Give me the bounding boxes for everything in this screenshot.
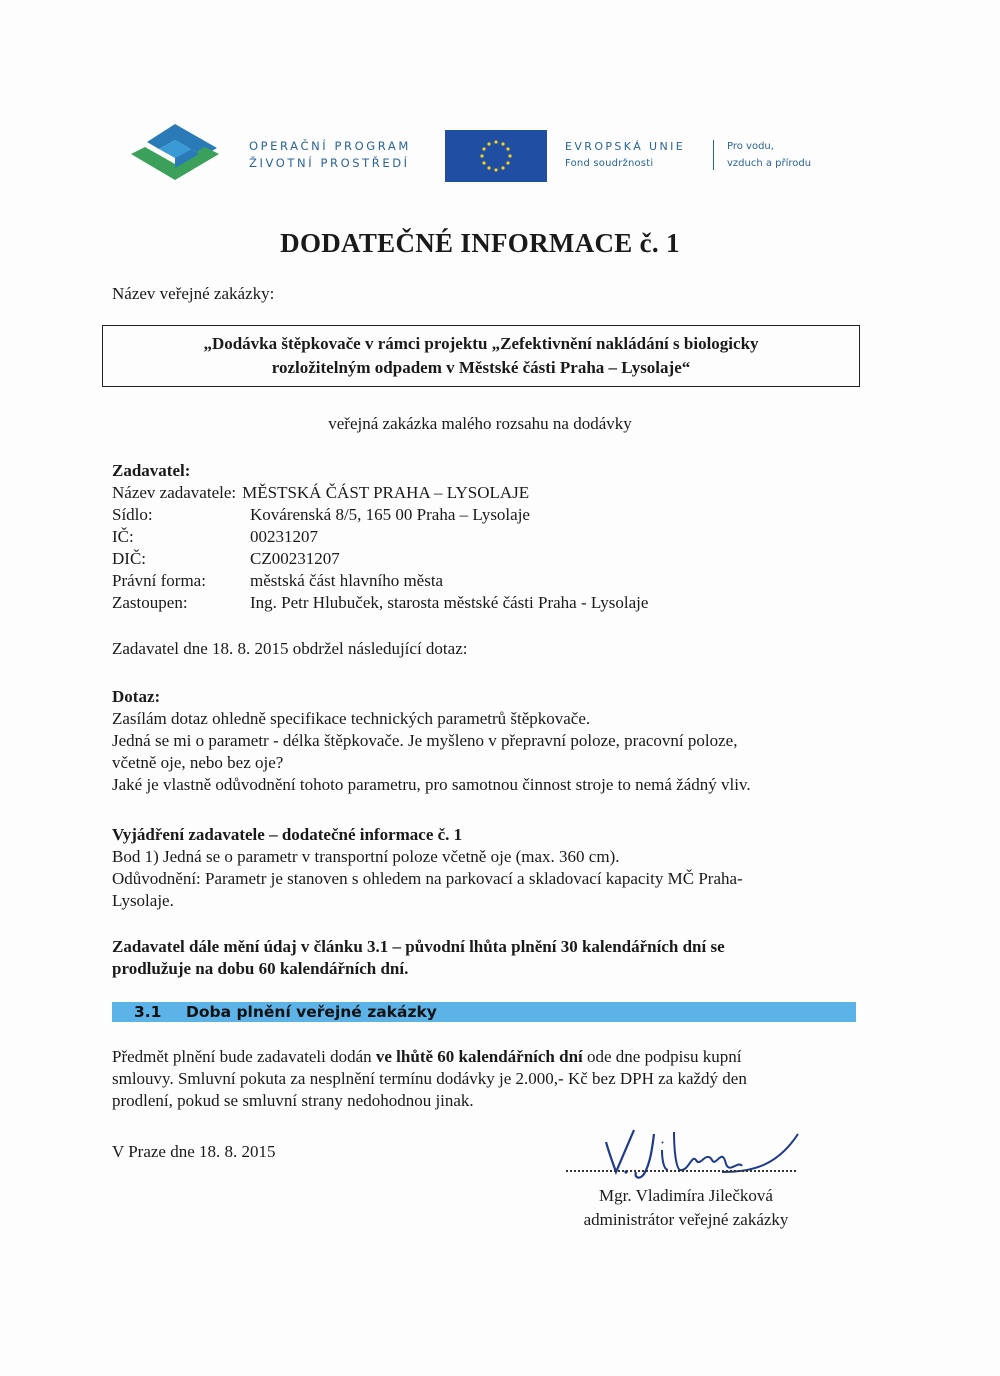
section-number: 3.1	[134, 1003, 162, 1021]
zadavatel-row: Název zadavatele: MĚSTSKÁ ČÁST PRAHA – LYSOLAJE	[112, 483, 530, 502]
dotaz-block	[112, 686, 872, 796]
section-title: Doba plnění veřejné zakázky	[186, 1003, 437, 1021]
vyjadreni-block	[112, 824, 872, 912]
received-note: Zadavatel dne 18. 8. 2015 obdržel následující dotaz:	[112, 639, 468, 658]
zadavatel-heading: Zadavatel:	[112, 461, 191, 480]
document-title: DODATEČNÉ INFORMACE č. 1	[280, 228, 680, 258]
opzp-title: OPERAČNÍ PROGRAM ŽIVOTNÍ PROSTŘEDÍ	[249, 139, 411, 170]
dotaz-line: Jedná se mi o parametr - délka štěpkovače. Je myšleno v přepravní poloze, pracovní poloze,	[112, 731, 738, 750]
contract-name-box	[102, 325, 860, 387]
zadavatel-row: Právní forma: městská část hlavního města	[112, 571, 444, 590]
header-divider	[713, 140, 714, 170]
signer-name: Mgr. Vladimíra Jilečková	[599, 1186, 773, 1205]
signer-block	[566, 1184, 806, 1232]
header-motto: Pro vodu, vzduch a přírodu	[727, 141, 812, 169]
dotaz-line: Zasílám dotaz ohledně specifikace technických parametrů štěpkovače.	[112, 709, 591, 728]
signature-icon	[592, 1120, 812, 1186]
change-notice: Zadavatel dále mění údaj v článku 3.1 – původní lhůta plnění 30 kalendářních dní se prodlužuje na dobu 60 kalendářních dní.	[112, 937, 725, 978]
opzp-logo-icon	[125, 122, 225, 188]
vyjadreni-line: Lysolaje.	[112, 891, 174, 910]
header-logos	[125, 122, 845, 194]
signer-role: administrátor veřejné zakázky	[583, 1210, 789, 1229]
dotaz-heading: Dotaz:	[112, 687, 161, 706]
vyjadreni-heading: Vyjádření zadavatele – dodatečné informace č. 1	[112, 825, 463, 844]
place-date: V Praze dne 18. 8. 2015	[112, 1142, 276, 1161]
zadavatel-block	[112, 460, 648, 614]
contract-type: veřejná zakázka malého rozsahu na dodávky	[328, 414, 632, 433]
signature-line	[566, 1170, 796, 1172]
eu-flag-icon	[445, 130, 547, 182]
vyjadreni-line: Odůvodnění: Parametr je stanoven s ohledem na parkovací a skladovací kapacity MČ Praha-	[112, 869, 743, 888]
zadavatel-row: DIČ: CZ00231207	[112, 549, 340, 568]
contract-label: Název veřejné zakázky:	[112, 284, 275, 303]
contract-name-line-2: rozložitelným odpadem v Městské části Praha – Lysolaje“	[271, 358, 691, 377]
eu-title: EVROPSKÁ UNIE Fond soudržnosti	[565, 140, 686, 169]
dotaz-line: Jaké je vlastně odůvodnění tohoto parametru, pro samotnou činnost stroje to nemá žádný vliv.	[112, 775, 751, 794]
section-heading	[112, 1002, 856, 1022]
dotaz-line: včetně oje, nebo bez oje?	[112, 753, 284, 772]
contract-name-line-1: „Dodávka štěpkovače v rámci projektu „Zefektivnění nakládání s biologicky	[203, 334, 759, 353]
section-text: Předmět plnění bude zadavateli dodán ve lhůtě 60 kalendářních dní ode dne podpisu kupní smlouvy. Smluvní pokuta za nesplnění termínu dodávky je 2.000,- Kč bez DPH za každý den prodlení, pokud se smluvní strany nedohodnou jinak.	[112, 1047, 747, 1110]
zadavatel-row: Zastoupen: Ing. Petr Hlubuček, starosta městské části Praha - Lysolaje	[112, 593, 649, 612]
zadavatel-row: Sídlo: Kovárenská 8/5, 165 00 Praha – Lysolaje	[112, 505, 530, 524]
zadavatel-row: IČ: 00231207	[112, 527, 318, 546]
vyjadreni-line: Bod 1) Jedná se o parametr v transportní poloze včetně oje (max. 360 cm).	[112, 847, 620, 866]
